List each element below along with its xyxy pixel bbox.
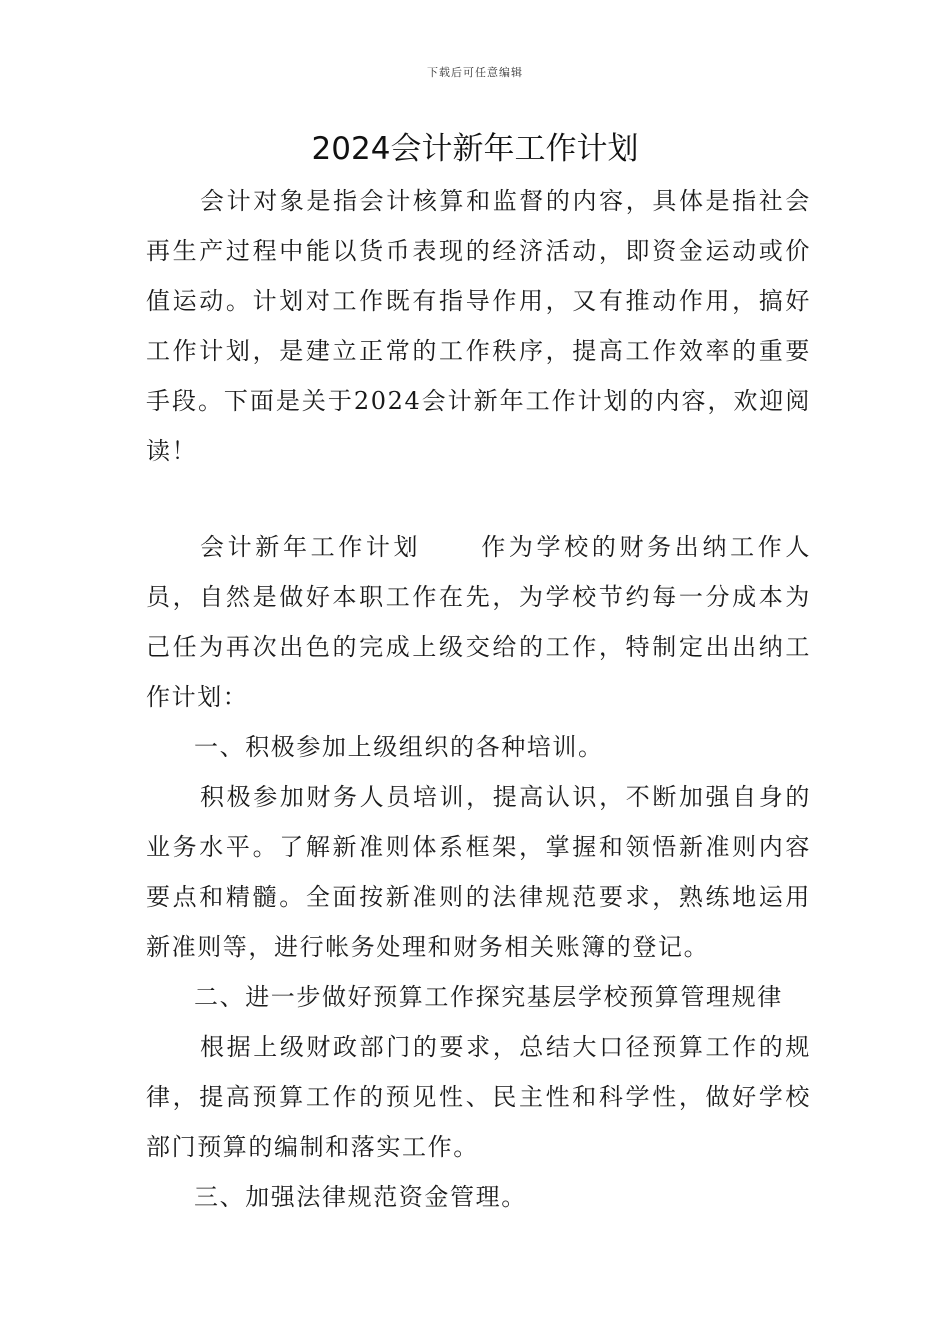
section-paragraph bbox=[146, 522, 811, 722]
header-note: 下载后可任意编辑 bbox=[427, 66, 523, 79]
item2-body: 根据上级财政部门的要求，总结大口径预算工作的规律，提高预算工作的预见性、民主性和科学性，做好学校部门预算的编制和落实工作。 bbox=[146, 1033, 811, 1161]
section-body: 作为学校的财务出纳工作人员，自然是做好本职工作在先，为学校节约每一分成本为己任为再次出色的完成上级交给的工作，特制定出出纳工作计划： bbox=[146, 533, 811, 711]
item1-heading: 一、积极参加上级组织的各种培训。 bbox=[194, 733, 604, 761]
item3-heading: 三、加强法律规范资金管理。 bbox=[194, 1183, 527, 1211]
section-lead: 会计新年工作计划 bbox=[200, 533, 422, 561]
intro-paragraph: 会计对象是指会计核算和监督的内容，具体是指社会再生产过程中能以货币表现的经济活动，即资金运动或价值运动。计划对工作既有指导作用，又有推动作用，搞好工作计划，是建立正常的工作秩序，提高工作效率的重要手段。下面是关于2024会计新年工作计划的内容，欢迎阅读！ bbox=[146, 187, 811, 465]
document-title: 2024会计新年工作计划 bbox=[311, 131, 639, 167]
item1-body: 积极参加财务人员培训，提高认识，不断加强自身的业务水平。了解新准则体系框架，掌握和领悟新准则内容要点和精髓。全面按新准则的法律规范要求，熟练地运用新准则等，进行帐务处理和财务相关账簿的登记。 bbox=[146, 783, 811, 961]
item2-heading: 二、进一步做好预算工作探究基层学校预算管理规律 bbox=[194, 983, 783, 1011]
